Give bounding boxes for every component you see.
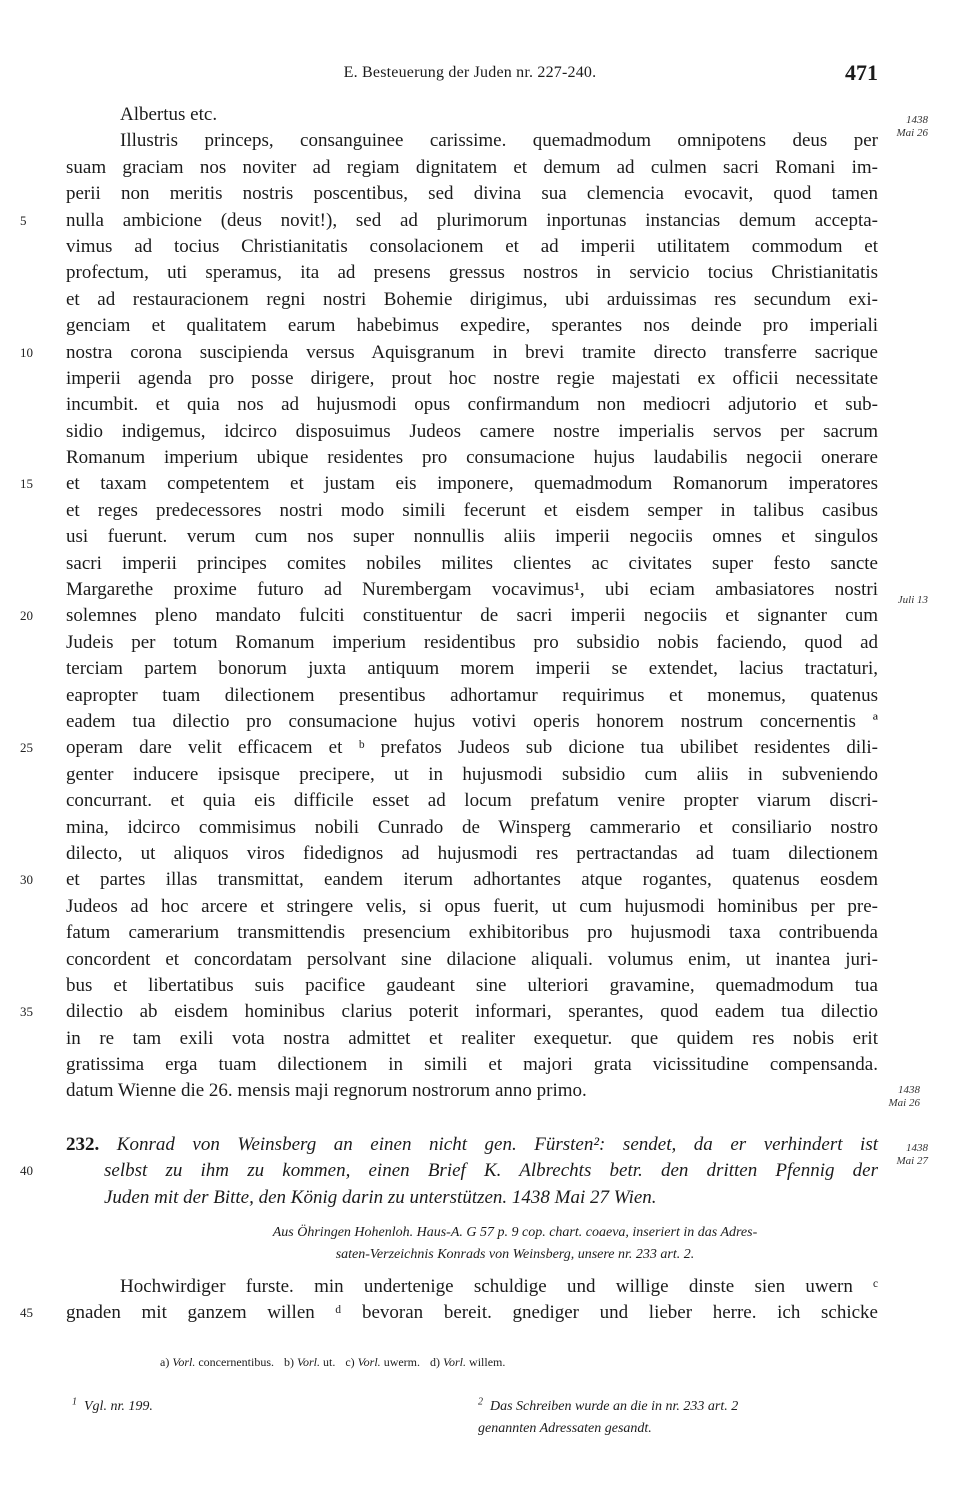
line-number: 5 <box>20 212 27 228</box>
line-text: in re tam exili vota nostra admittet et realiter exequetur. que quidem res nobis erit <box>66 1027 878 1049</box>
text-line <box>0 471 960 497</box>
heading-text: Juden mit der Bitte, den König darin zu unterstützen. 1438 Mai 27 Wien. <box>104 1186 657 1208</box>
text-line <box>0 577 960 603</box>
line-text: genter inducere ipsisque precipere, ut in hujusmodi subsidio cum aliis in subveniendo <box>66 763 878 785</box>
text-line <box>0 894 960 920</box>
line-text: nostra corona suscipienda versus Aquisgranum in brevi tramite directo transferre sacrique <box>66 341 878 363</box>
line-text: mina, idcirco commisimus nobili Cunrado de Winsperg cammerario et consiliario nostro <box>66 816 878 838</box>
line-text: incumbit. et quia nos ad hujusmodi opus confirmandum non mediocri adjutorio et sub- <box>66 394 878 416</box>
source-line-1: Aus Öhringen Hohenloh. Haus-A. G 57 p. 9 cop. chart. coaeva, inseriert in das Adres- <box>272 1225 758 1240</box>
text-line <box>0 947 960 973</box>
text-line <box>0 340 960 366</box>
text-line <box>0 208 960 234</box>
line-text: gnaden mit ganzem willen ᵈ bevoran bereit. gnediger und lieber herre. ich schicke <box>66 1302 878 1324</box>
line-text: sacri imperii principes comites nobiles milites clientes ac civitates super festo sancte <box>66 552 878 574</box>
line-text: sidio indigemus, idcirco disposuimus Judeos camere nostre imperialis servos per sacrum <box>66 420 878 442</box>
line-text: Judeos ad hoc arcere et stringere velis, si opus fuerit, ut cum hujusmodi hominibus per pre- <box>66 895 878 917</box>
document-231-text <box>0 102 960 1105</box>
footnote-value: ut. <box>323 1355 336 1369</box>
heading-text: Konrad von Weinsberg an einen nicht gen. Fürsten²: sendet, da er verhindert ist <box>116 1134 878 1155</box>
line-text: Hochwirdiger furste. min undertenige schuldige und willige dinste sien uwern ᶜ <box>120 1276 878 1297</box>
margin-year: 1438 <box>906 1142 928 1154</box>
line-text: et taxam competentem et justam eis imponere, quemadmodum Romanorum imperatores <box>66 473 878 495</box>
footnote-mark: b) <box>283 1355 294 1369</box>
text-line <box>0 498 960 524</box>
text-line <box>0 762 960 788</box>
text-line <box>0 181 960 207</box>
line-text: eapropter tuam dilectionem presentibus adhortamur requirimus et monemus, quatenus <box>66 684 878 706</box>
text-line <box>0 102 960 128</box>
margin-year: 1438 <box>906 114 928 126</box>
text-line <box>0 630 960 656</box>
line-text: fatum camerarium transmittendis presencium exhibitoribus pro hujusmodi taxa contribuenda <box>66 922 878 944</box>
source-note <box>150 1222 880 1266</box>
line-text: et reges predecessores nostri modo simili fecerunt et eisdem semper in talibus casibus <box>66 499 878 521</box>
text-line <box>0 709 960 735</box>
line-text: dilecto, ut aliquos viros fidedignos ad hujusmodi res pertractandas ad tuam dilectionem <box>66 842 878 864</box>
text-line <box>0 1052 960 1078</box>
line-number: 45 <box>20 1305 33 1321</box>
line-text: gratissima erga tuam dilectionem in simili et majori grata vicissitudine compensanda. <box>66 1054 878 1076</box>
text-line <box>0 603 960 629</box>
line-text: bus et libertatibus suis pacifice gaudeant sine ulteriori gravamine, quemadmodum tua <box>66 974 878 996</box>
text-line <box>0 735 960 761</box>
line-text: Judeis per totum Romanum imperium residentibus pro subsidio nobis faciendo, quod ad <box>66 631 878 653</box>
footnote-mark: 2 <box>478 1396 483 1408</box>
text-line <box>0 551 960 577</box>
line-text: Albertus etc. <box>120 104 218 125</box>
line-number: 20 <box>20 608 33 624</box>
text-line <box>0 313 960 339</box>
line-text: eadem tua dilectio pro consumacione hujus votivi operis honorem nostrum concernentis ª <box>66 710 878 732</box>
text-line <box>0 788 960 814</box>
heading-line-text <box>66 1132 878 1158</box>
heading-line <box>0 1185 960 1211</box>
line-number: 30 <box>20 872 33 888</box>
line-text: terciam partem bonorum juxta antiquum morem imperii se extendet, lacius tractaturi, <box>66 658 878 680</box>
line-text: concordent et concordatam persolvant sine dilacione aliquali. volumus enim, ut inantea juri- <box>66 948 878 970</box>
text-line <box>0 841 960 867</box>
line-text: suam graciam nos noviter ad regiam dignitatem et demum ad culmen sacri Romani im- <box>66 156 878 178</box>
footnote-label: Vorl. <box>443 1355 467 1369</box>
footnote-text-line-1: Das Schreiben wurde an die in nr. 233 art. 2 <box>490 1399 739 1414</box>
margin-date-3 <box>860 1084 920 1110</box>
margin-day: Juli 13 <box>897 594 928 606</box>
text-line <box>0 867 960 893</box>
footnote-text-line-2: genannten Adressaten gesandt. <box>478 1421 652 1436</box>
heading-line <box>0 1158 960 1184</box>
heading-text: selbst zu ihm zu kommen, einen Brief K. Albrechts betr. den dritten Pfennig der <box>104 1160 878 1182</box>
line-text: profectum, uti speramus, ita ad presens gressus nostros in servicio tocius Christianitatis <box>66 262 878 284</box>
line-number: 35 <box>20 1004 33 1020</box>
line-number: 10 <box>20 344 33 360</box>
line-text: vimus ad tocius Christianitatis consolacionem et ad imperii utilitatem commodum et <box>66 235 878 257</box>
line-text: perii non meritis nostris poscentibus, sed divina sua clemencia evocavit, quod tamen <box>66 183 878 205</box>
line-number: 25 <box>20 740 33 756</box>
text-line <box>0 1274 960 1300</box>
text-line <box>0 1300 960 1326</box>
source-line-2: saten-Verzeichnis Konrads von Weinsberg, unsere nr. 233 art. 2. <box>335 1247 695 1262</box>
line-text: datum Wienne die 26. mensis maji regnorum nostrorum anno primo. <box>66 1080 587 1102</box>
document-232-text <box>0 1274 960 1327</box>
line-text: solemnes pleno mandato fulciti constituentur de sacri imperii negociis et signanter cum <box>66 605 878 627</box>
footnote-1 <box>72 1396 153 1418</box>
line-text: dilectio ab eisdem hominibus clarius poterit informari, sperantes, quod eadem tua dilectio <box>66 1001 878 1023</box>
footnote-mark: c) <box>345 1355 355 1369</box>
text-line <box>0 392 960 418</box>
footnote-value: uwerm. <box>383 1355 421 1369</box>
textual-footnote <box>160 1355 274 1369</box>
line-text: usi fuerunt. verum cum nos super nonnullis aliis imperii negociis omnes et singulos <box>66 526 878 548</box>
footnote-value: willem. <box>469 1355 506 1369</box>
text-line <box>0 1026 960 1052</box>
margin-date-2 <box>868 594 928 607</box>
page-number: 471 <box>845 60 878 85</box>
page-header <box>60 60 880 90</box>
text-line <box>0 920 960 946</box>
line-number: 15 <box>20 476 33 492</box>
line-text: concurrant. et quia eis difficile esset ad locum prefatum venire propter viarum discri- <box>66 790 878 812</box>
margin-date-1 <box>868 114 928 140</box>
text-line <box>0 683 960 709</box>
textual-footnote <box>430 1355 505 1369</box>
textual-footnote <box>345 1355 420 1369</box>
text-line <box>0 815 960 841</box>
text-line <box>0 366 960 392</box>
textual-footnotes <box>160 1355 515 1370</box>
text-line <box>0 128 960 154</box>
text-line <box>0 524 960 550</box>
margin-day: Mai 26 <box>888 1097 920 1109</box>
footnote-mark: 1 <box>72 1396 77 1408</box>
footnote-label: Vorl. <box>357 1355 381 1369</box>
line-text: Margarethe proxime futuro ad Nurembergam vocavimus¹, ubi eciam ambasiatores nostri <box>66 579 878 601</box>
line-text: nulla ambicione (deus novit!), sed ad plurimorum inportunas instancias demum accepta- <box>66 209 878 231</box>
margin-year: 1438 <box>898 1084 920 1096</box>
line-text: Romanum imperium ubique residentes pro consumacione hujus laudabilis negocii onerare <box>66 447 878 469</box>
text-line <box>0 155 960 181</box>
text-line <box>0 419 960 445</box>
line-text: et partes illas transmittat, eandem iterum adhortantes atque rogantes, quatenus eosdem <box>66 869 878 891</box>
footnote-text: Vgl. nr. 199. <box>84 1399 153 1414</box>
text-line <box>0 656 960 682</box>
text-line <box>0 973 960 999</box>
document-232-heading <box>0 1132 960 1211</box>
text-line <box>0 260 960 286</box>
line-text: operam dare velit efficacem et ᵇ prefatos Judeos sub dicione tua ubilibet residentes dili- <box>66 737 878 759</box>
text-line <box>0 287 960 313</box>
text-line <box>0 234 960 260</box>
line-number: 40 <box>20 1163 33 1179</box>
text-line <box>0 999 960 1025</box>
footnote-label: Vorl. <box>172 1355 196 1369</box>
footnote-label: Vorl. <box>296 1355 320 1369</box>
footnote-mark: d) <box>430 1355 441 1369</box>
footnote-2 <box>478 1396 738 1440</box>
margin-day: Mai 26 <box>896 127 928 139</box>
running-title: E. Besteuerung der Juden nr. 227-240. <box>343 64 597 81</box>
footnote-value: concernentibus. <box>198 1355 274 1369</box>
line-text: genciam et qualitatem earum habebimus expedire, sperantes nos deinde pro imperiali <box>66 315 878 337</box>
line-text: et ad restauracionem regni nostri Bohemie dirigimus, ubi arduissimas res secundum exi- <box>66 288 878 310</box>
document-number: 232. <box>66 1134 100 1155</box>
text-line <box>0 1078 960 1104</box>
textual-footnote <box>284 1355 335 1369</box>
line-text: imperii agenda pro posse dirigere, prout hoc nostre regie majestati ex officii necessitate <box>66 367 878 389</box>
heading-line <box>0 1132 960 1158</box>
footnote-mark: a) <box>160 1355 170 1369</box>
margin-day: Mai 27 <box>896 1155 928 1167</box>
line-text: Illustris princeps, consanguinee carissime. quemadmodum omnipotens deus per <box>120 130 878 152</box>
text-line <box>0 445 960 471</box>
